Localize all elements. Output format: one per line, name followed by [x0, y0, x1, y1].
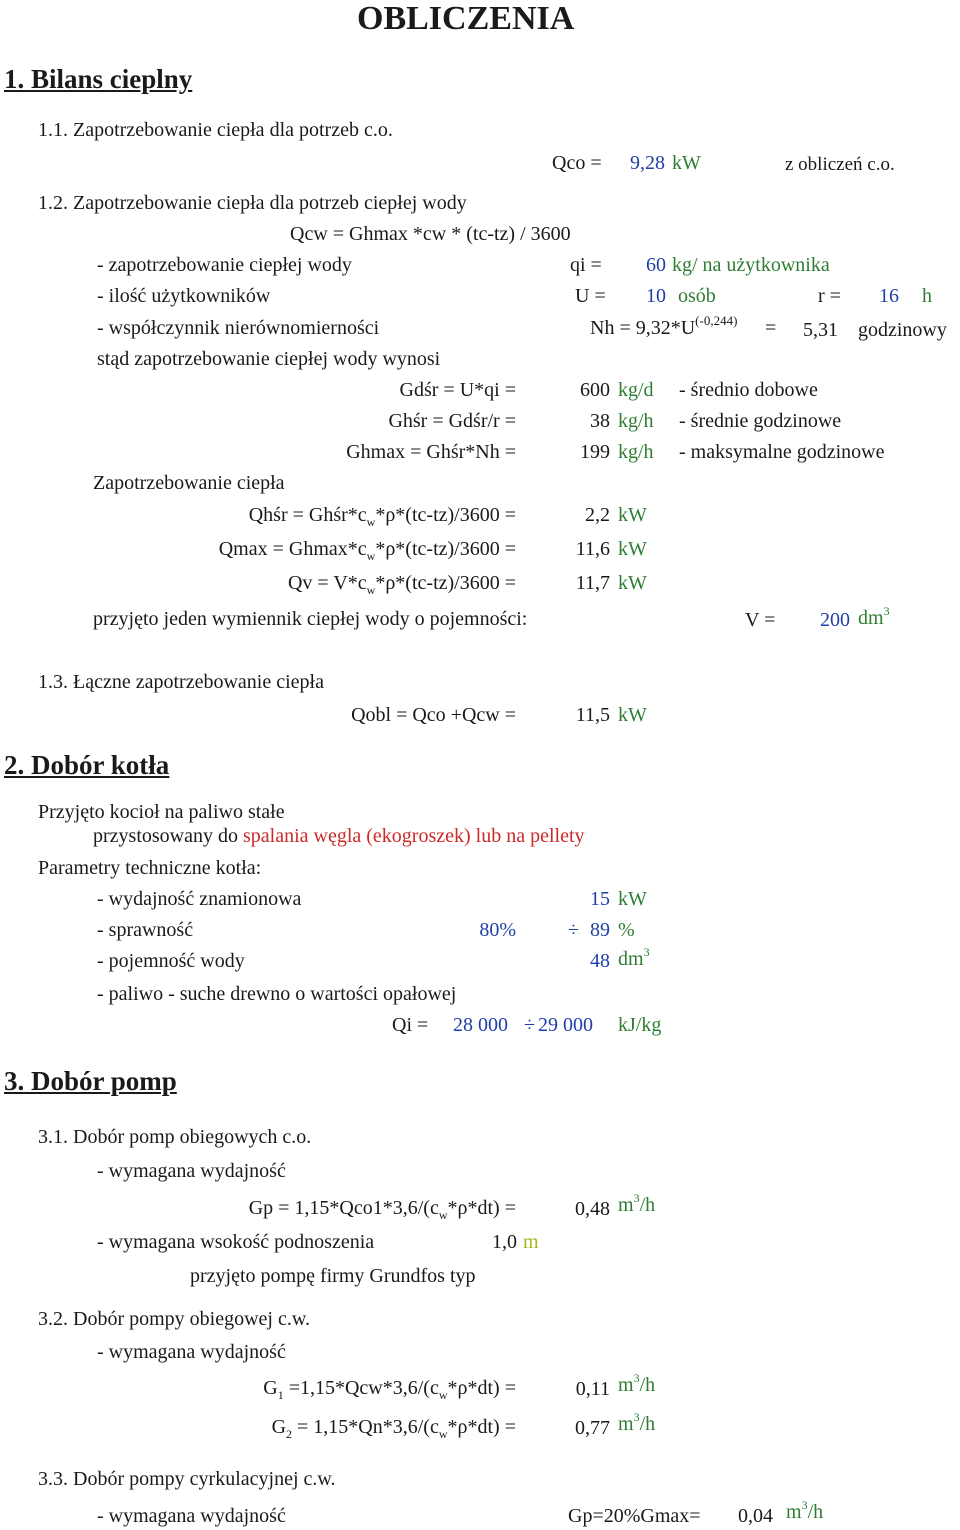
required-flow-label: - wymagana wydajność	[97, 1160, 286, 1182]
coef-label: - współczynnik nierównomierności	[97, 317, 380, 339]
subsection-1-3-title: 1.3. Łączne zapotrzebowanie ciepła	[38, 671, 324, 693]
fuel-text: - paliwo - suche drewno o wartości opałowej	[97, 983, 457, 1005]
qco-value: 9,28	[630, 152, 665, 174]
v-value: 200	[820, 609, 850, 631]
qi-unit: kg/ na użytkownika	[672, 254, 830, 276]
qco-note: z obliczeń c.o.	[785, 154, 895, 175]
gpc-label: Gp=20%Gmax=	[568, 1505, 701, 1527]
ghmax-unit: kg/h	[618, 441, 654, 463]
pump-accepted: przyjęto pompę firmy Grundfos typ	[190, 1265, 476, 1287]
ghmax-label: Ghmax = Ghśr*Nh =	[346, 441, 516, 463]
u-label: U =	[575, 285, 606, 307]
g1-value: 0,11	[575, 1378, 610, 1400]
ghmax-note: - maksymalne godzinowe	[679, 441, 885, 463]
water-capacity-value: 48	[590, 950, 610, 972]
u-value: 10	[646, 285, 666, 307]
g1-formula: $G_1 =1,15*Qcw*3,6/(c_w*\rho*dt)$ =	[263, 1377, 516, 1402]
qmax-formula: $Qmax = Ghmax*c_w*\rho*(tc-tz)/3600$ =	[218, 538, 516, 563]
qobl-label: Qobl = Qco +Qcw =	[351, 704, 516, 726]
gdsr-label: Gdśr = U*qi =	[399, 379, 516, 401]
ghmax-value: 199	[580, 441, 610, 463]
qv-formula: $Qv = V*c_w*\rho*(tc-tz)/3600$ =	[287, 572, 516, 597]
heat-demand-label: Zapotrzebowanie ciepła	[93, 472, 285, 494]
formula-qcw: Qcw = Ghmax *cw * (tc-tz) / 3600	[290, 223, 571, 245]
nh-equals: =	[765, 317, 777, 339]
head-label: - wymagana wsokość podnoszenia	[97, 1231, 375, 1253]
qhsr-value: 2,2	[585, 504, 610, 526]
gdsr-value: 600	[580, 379, 610, 401]
qmax-value: 11,6	[575, 538, 610, 560]
subsection-1-2-title: 1.2. Zapotrzebowanie ciepła dla potrzeb ciepłej wody	[38, 192, 467, 214]
fuel-qi-separator: ÷	[524, 1014, 535, 1036]
gp-unit: $m^3/h$	[618, 1191, 656, 1216]
boiler-adapted: przystosowany do spalania węgla (ekogroszek) lub na pellety	[93, 825, 585, 847]
capacity-label: - wydajność znamionowa	[97, 888, 302, 910]
nh-unit: godzinowy	[858, 319, 947, 341]
gdsr-note: - średnio dobowe	[679, 379, 818, 401]
required-flow-label-3: - wymagana wydajność	[97, 1505, 286, 1527]
boiler-accepted: Przyjęto kocioł na paliwo stałe	[38, 801, 285, 823]
subsection-3-1-title: 3.1. Dobór pomp obiegowych c.o.	[38, 1126, 312, 1148]
ghsr-label: Ghśr = Gdśr/r =	[388, 410, 516, 432]
section-1-heading: 1. Bilans cieplny	[4, 64, 193, 94]
g1-unit: $m^3/h$	[618, 1371, 656, 1396]
r-unit: h	[922, 285, 932, 307]
r-value: 16	[879, 285, 899, 307]
gp-value: 0,48	[575, 1198, 610, 1220]
g2-formula: $G_2 = 1,15*Qn*3,6/(c_w*\rho*dt)$ =	[271, 1416, 516, 1441]
exchanger-text: przyjęto jeden wymiennik ciepłej wody o pojemności:	[93, 608, 528, 630]
qi-value: 60	[646, 254, 666, 276]
qmax-unit: kW	[618, 538, 647, 560]
boiler-params: Parametry techniczne kotła:	[38, 857, 262, 879]
head-value: 1,0	[492, 1231, 517, 1253]
water-capacity-label: - pojemność wody	[97, 950, 245, 972]
subsection-3-3-title: 3.3. Dobór pompy cyrkulacyjnej c.w.	[38, 1468, 336, 1490]
water-capacity-unit: $dm^3$	[618, 945, 650, 970]
ghsr-unit: kg/h	[618, 410, 654, 432]
qv-unit: kW	[618, 572, 647, 594]
section-3-heading: 3. Dobór pomp	[4, 1066, 177, 1096]
page-title: OBLICZENIA	[357, 0, 575, 37]
g2-value: 0,77	[575, 1417, 610, 1439]
subsection-3-2-title: 3.2. Dobór pompy obiegowej c.w.	[38, 1308, 310, 1330]
qv-value: 11,7	[575, 572, 610, 594]
users-label: - ilość użytkowników	[97, 285, 271, 307]
capacity-unit: kW	[618, 888, 647, 910]
u-unit: osób	[678, 285, 716, 307]
demand-label: - zapotrzebowanie ciepłej wody	[97, 254, 352, 276]
efficiency-to: 89	[590, 919, 610, 941]
nh-value: 5,31	[803, 319, 838, 341]
ghsr-value: 38	[590, 410, 610, 432]
g2-unit: $m^3/h$	[618, 1410, 656, 1435]
gdsr-unit: kg/d	[618, 379, 654, 401]
efficiency-separator: ÷	[568, 919, 579, 941]
gpc-unit: $m^3/h$	[786, 1498, 824, 1523]
qhsr-unit: kW	[618, 504, 647, 526]
qi-label: qi =	[570, 254, 602, 276]
qobl-unit: kW	[618, 704, 647, 726]
head-unit: m	[523, 1231, 539, 1253]
r-label: r =	[818, 285, 841, 307]
fuel-qi-unit: kJ/kg	[618, 1014, 662, 1036]
efficiency-label: - sprawność	[97, 919, 194, 941]
fuel-qi-label: Qi =	[392, 1014, 429, 1036]
subsection-1-1-title: 1.1. Zapotrzebowanie ciepła dla potrzeb c.o.	[38, 119, 393, 141]
v-unit: $dm^3$	[858, 604, 890, 629]
v-label: V =	[745, 609, 776, 631]
fuel-qi-from: 28 000	[453, 1014, 508, 1036]
qco-label: Qco =	[552, 152, 602, 174]
gpc-value: 0,04	[738, 1505, 773, 1527]
gp-formula: $Gp = 1,15*Qco1*3,6/(c_w*\rho*dt)$ =	[248, 1197, 516, 1222]
efficiency-unit: %	[618, 919, 635, 941]
qobl-value: 11,5	[575, 704, 610, 726]
capacity-value: 15	[590, 888, 610, 910]
hence-text: stąd zapotrzebowanie ciepłej wody wynosi	[97, 348, 441, 370]
fuel-qi-to: 29 000	[538, 1014, 593, 1036]
section-2-heading: 2. Dobór kotła	[4, 750, 170, 780]
efficiency-from: 80%	[479, 919, 516, 941]
qhsr-formula: Qhśr = $Ghśr*c_w*\rho*(tc-tz)/3600$ =	[248, 504, 516, 529]
required-flow-label-2: - wymagana wydajność	[97, 1341, 286, 1363]
qco-unit: kW	[672, 152, 701, 174]
ghsr-note: - średnie godzinowe	[679, 410, 842, 432]
nh-label: $Nh = 9,32*U^{(-0,244)}$	[590, 313, 738, 339]
